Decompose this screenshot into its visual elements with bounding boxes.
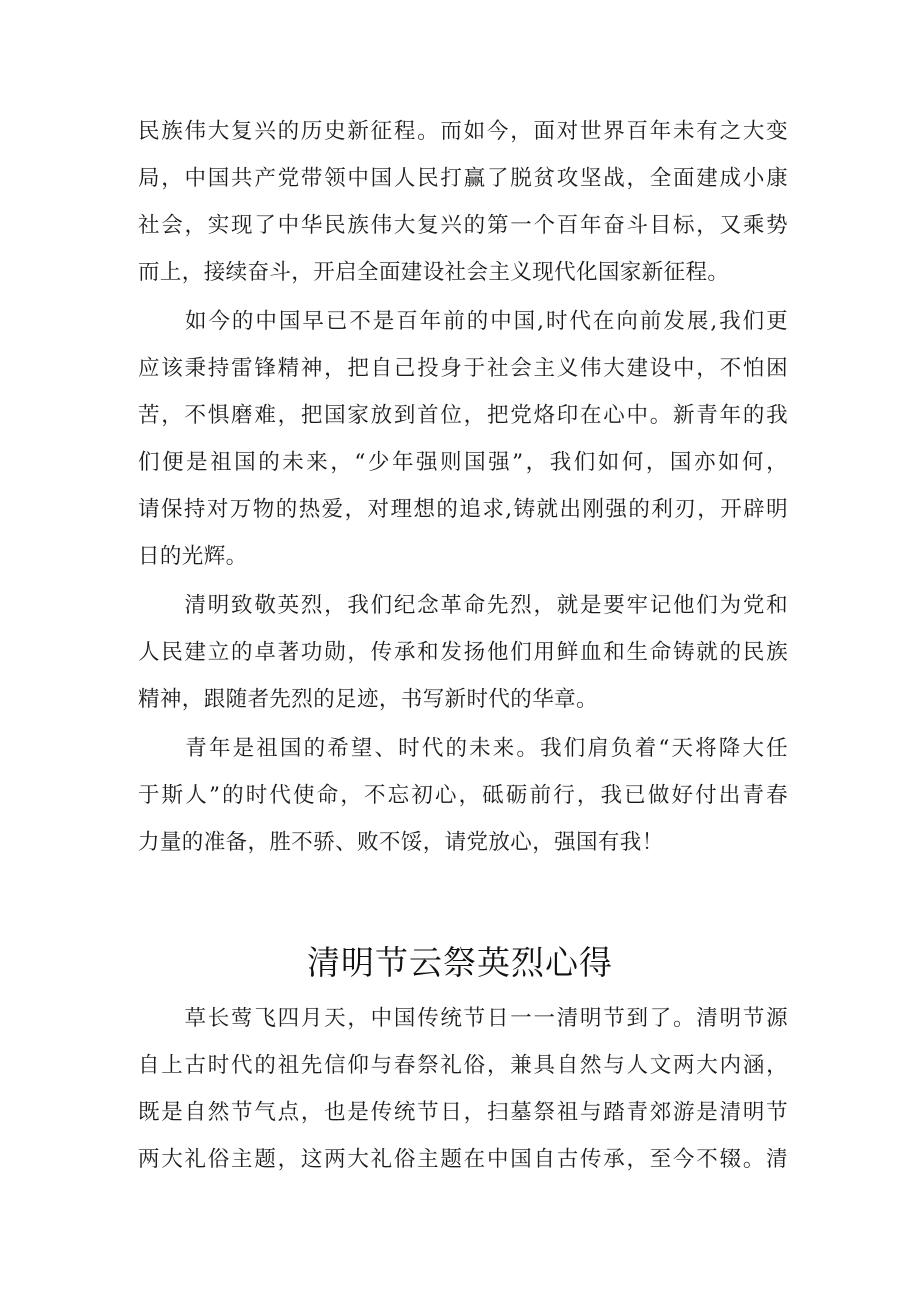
text-line: 而上，接续奋斗，开启全面建设社会主义现代化国家新征程。: [138, 260, 730, 285]
text-line: 自上古时代的祖先信仰与春祭礼俗，兼具自然与人文两大内涵，: [138, 1053, 788, 1078]
text-line: 既是自然节气点，也是传统节日，扫墓祭祖与踏青郊游是清明节: [138, 1100, 788, 1125]
section-2-body: [138, 995, 788, 1183]
text-line: 力量的准备，胜不骄、败不馁，请党放心，强国有我！: [138, 830, 664, 855]
text-line: 草长莺飞四月天，中国传统节日一一清明节到了。清明节源: [138, 1006, 788, 1031]
paragraph-4: [138, 725, 788, 866]
text-line: 们便是祖国的未来，“少年强则国强”，我们如何，国亦如何，: [138, 450, 788, 475]
text-line: 应该秉持雷锋精神，把自己投身于社会主义伟大建设中，不怕困: [138, 356, 788, 381]
text-line: 人民建立的卓著功勋，传承和发扬他们用鲜血和生命铸就的民族: [138, 640, 788, 665]
paragraph-2: [138, 298, 788, 580]
text-line: 苦，不惧磨难，把国家放到首位，把党烙印在心中。新青年的我: [138, 403, 788, 428]
text-line: 两大礼俗主题，这两大礼俗主题在中国自古传承，至今不辍。清: [138, 1147, 788, 1172]
text-line: 局，中国共产党带领中国人民打赢了脱贫攻坚战，全面建成小康: [138, 166, 788, 191]
paragraph-1: [138, 108, 788, 296]
text-line: 于斯人”的时代使命，不忘初心，砥砺前行，我已做好付出青春: [138, 783, 788, 808]
section-title: 清明节云祭英烈心得: [307, 943, 613, 982]
text-line: 青年是祖国的希望、时代的未来。我们肩负着“天将降大任: [138, 736, 788, 761]
document-body: [138, 108, 788, 868]
text-line: 民族伟大复兴的历史新征程。而如今，面对世界百年未有之大变: [138, 119, 788, 144]
paragraph-3: [138, 582, 788, 723]
text-line: 日的光辉。: [138, 544, 248, 569]
text-line: 请保持对万物的热爱，对理想的追求,铸就出刚强的利刃，开辟明: [138, 497, 788, 522]
text-line: 社会，实现了中华民族伟大复兴的第一个百年奋斗目标，又乘势: [138, 213, 788, 238]
text-line: 如今的中国早已不是百年前的中国,时代在向前发展,我们更: [138, 309, 788, 334]
text-line: 精神，跟随者先烈的足迹，书写新时代的华章。: [138, 687, 598, 712]
text-line: 清明致敬英烈，我们纪念革命先烈，就是要牢记他们为党和: [138, 593, 788, 618]
